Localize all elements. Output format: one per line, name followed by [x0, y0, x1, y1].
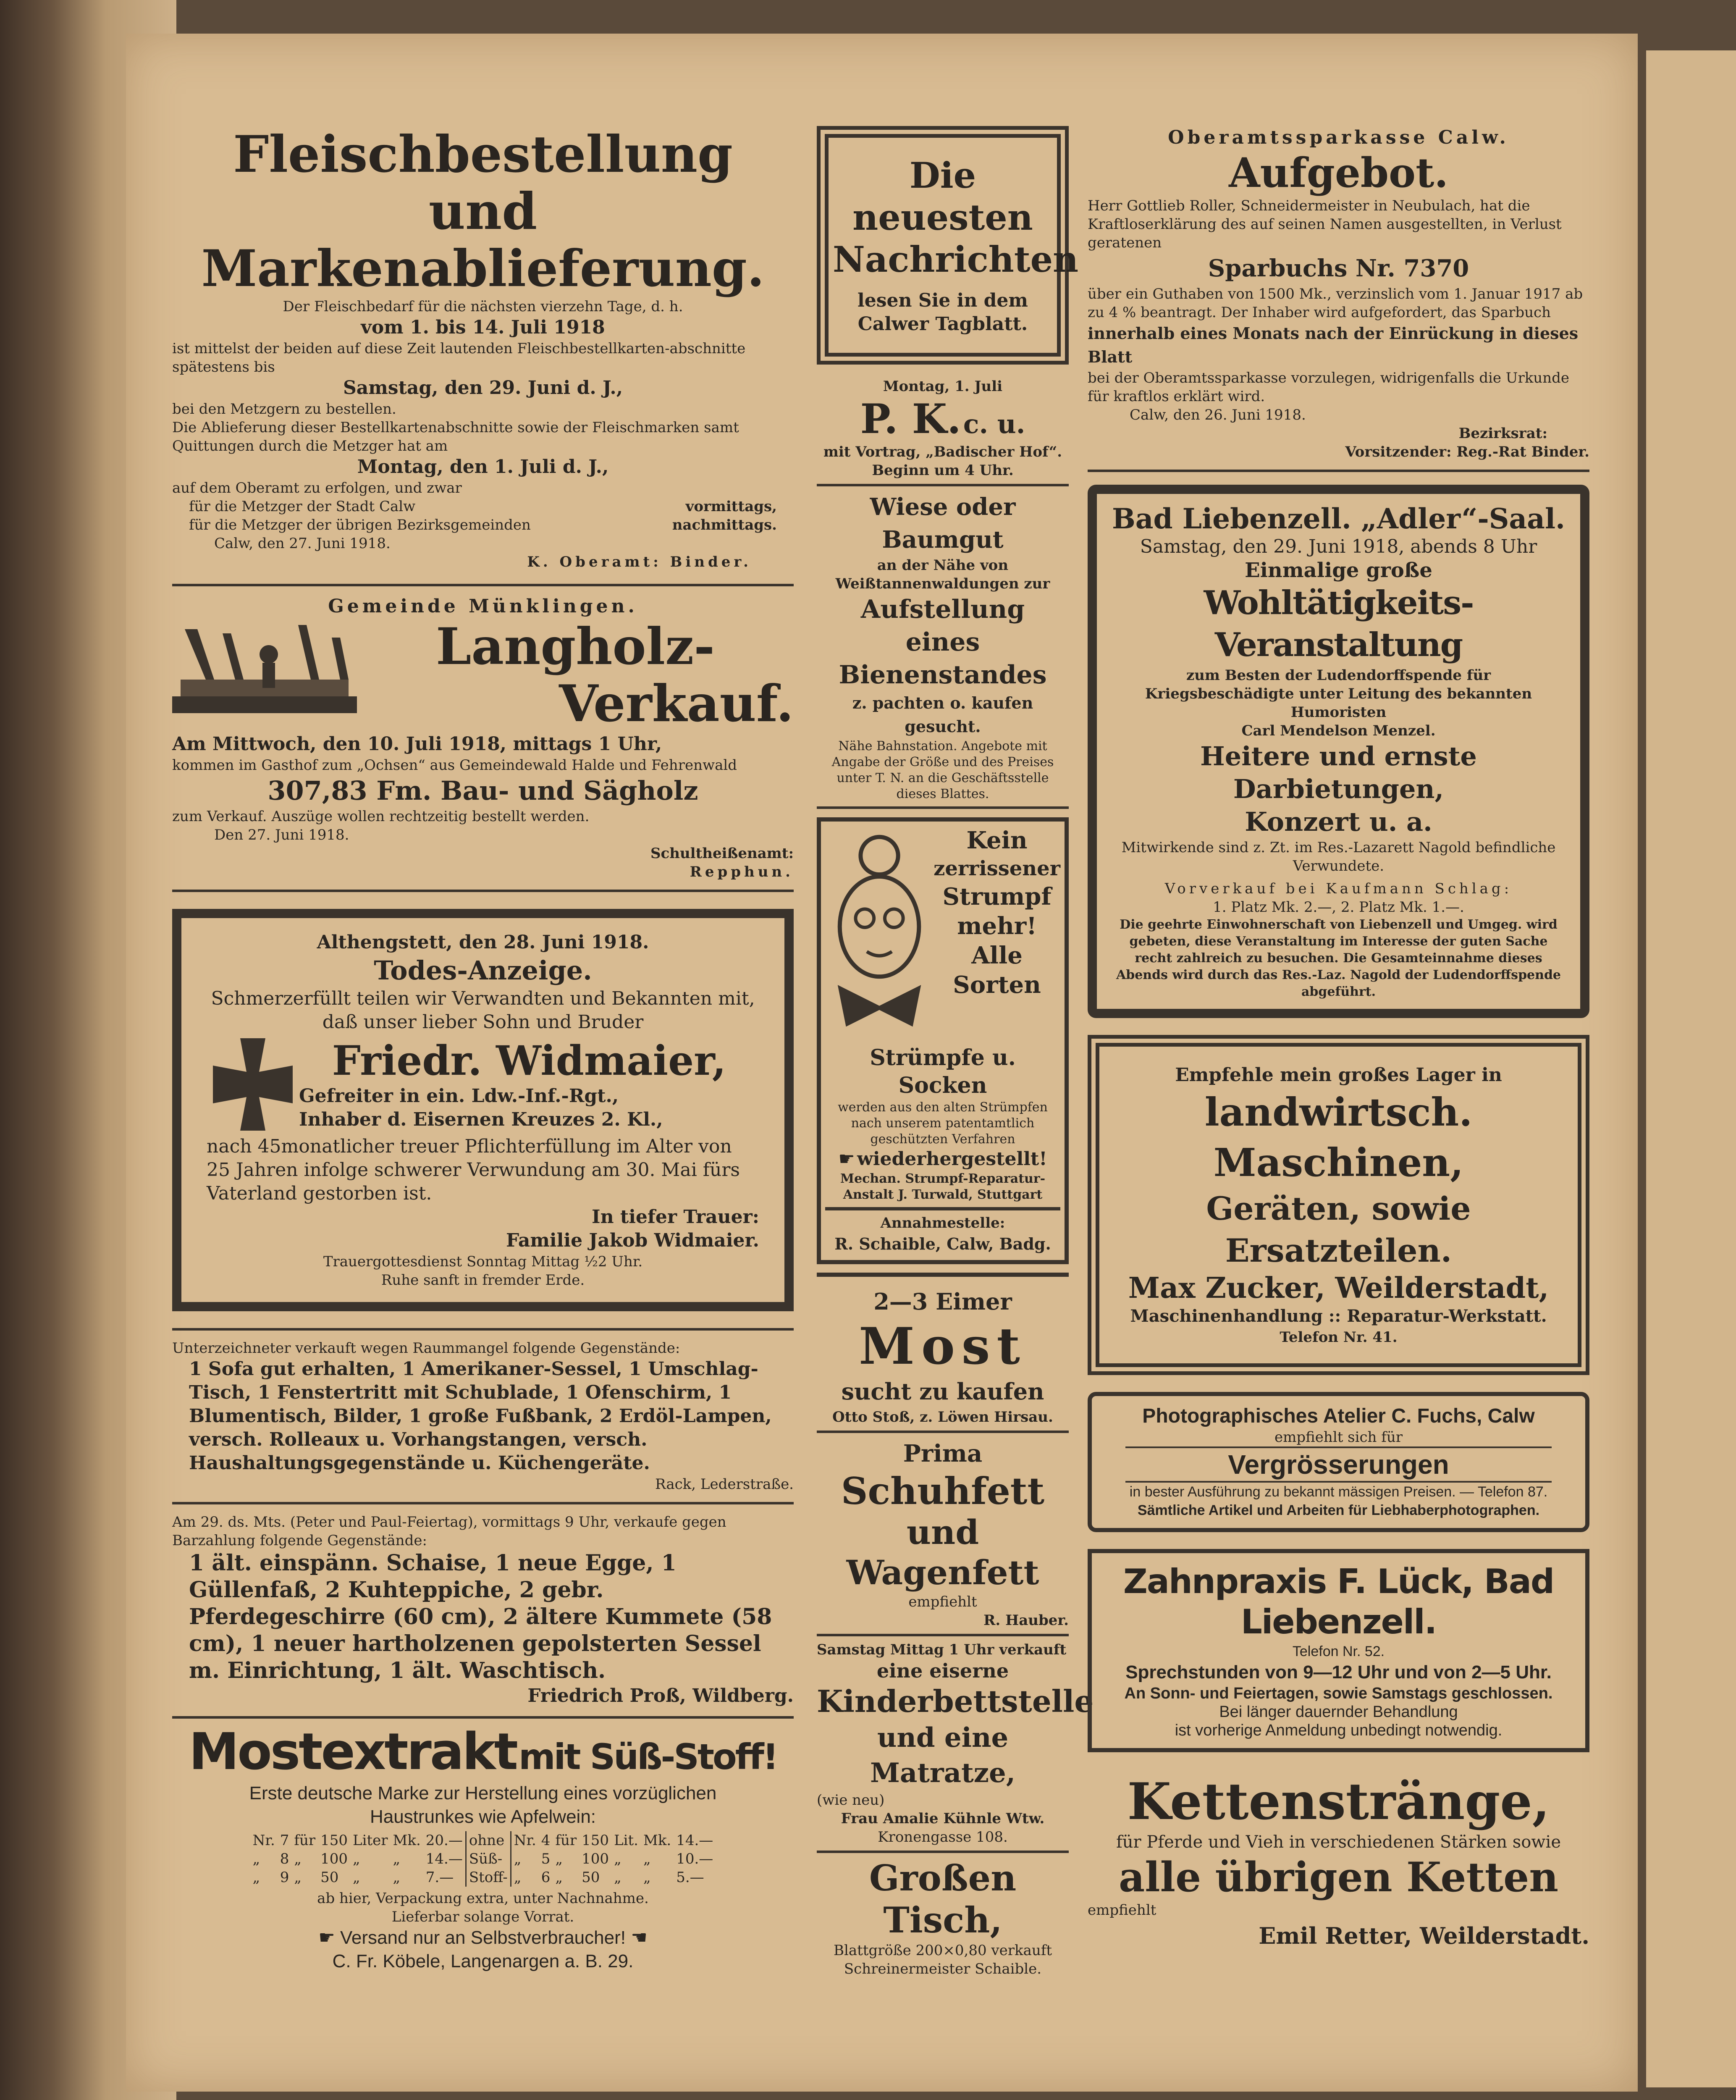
- ad-todesanzeige: [172, 909, 794, 1311]
- ad-title: Geräten, sowie Ersatzteilen.: [1206, 1190, 1471, 1269]
- ad-title: alle übrigen Ketten: [1119, 1853, 1558, 1901]
- ad-signature: Emil Retter, Weilderstadt.: [1259, 1922, 1589, 1949]
- ad-text: ist vorherige Anmeldung unbedingt notwendig.: [1175, 1722, 1503, 1739]
- ad-text: zum Besten der Ludendorffspende für Kriegsbeschädigte unter Leitung des bekannten Humoristen: [1145, 667, 1532, 721]
- ad-date: vom 1. bis 14. Juli 1918: [361, 317, 605, 338]
- price-cell: 50: [320, 1869, 339, 1886]
- ad-text: Beginn um 4 Uhr.: [872, 462, 1014, 479]
- ad-text: Carl Mendelson Menzel.: [1241, 722, 1436, 739]
- ad-text: Prima: [903, 1440, 983, 1467]
- ad-neueste-nachrichten: [817, 126, 1079, 365]
- ad-text: 1 Sofa gut erhalten, 1 Amerikaner-Sessel, 1 Umschlag-Tisch, 1 Fenstertritt mit Schublade, 1 Ofenschirm, 1 Blumentisch, Bilder, 1 große Fußbank, 2 Erdöl-Lampen, versch. Rolleaux u. Vorhangstangen, versch. Haushaltungsgegenstände u. Küchengeräte.: [189, 1358, 772, 1474]
- ad-title: mit Süß-Stoff!: [519, 1736, 777, 1777]
- price-row: [250, 1831, 716, 1850]
- price-cell: 50: [582, 1869, 600, 1886]
- ad-title: Kettenstränge,: [1127, 1772, 1550, 1831]
- ad-text: Den 27. Juni 1918.: [214, 827, 349, 843]
- ad-text: Gefreiter in ein. Ldw.-Inf.-Rgt.,: [299, 1085, 619, 1107]
- ad-row: [172, 497, 794, 516]
- ad-text: R. Schaible, Calw, Badg.: [834, 1234, 1051, 1253]
- ad-text: An Sonn- und Feiertagen, sowie Samstags geschlossen.: [1124, 1685, 1553, 1702]
- ad-title: Aufgebot.: [1229, 149, 1448, 197]
- ad-signature: Schultheißenamt:: [650, 845, 794, 862]
- ad-title: Todes-Anzeige.: [374, 955, 592, 986]
- price-cell: 5: [541, 1851, 551, 1867]
- ad-text: Annahmestelle:: [880, 1215, 1005, 1231]
- ad-title: Fleischbestellung: [233, 125, 733, 184]
- ad-text: Trauergottesdienst Sonntag Mittag ½2 Uhr.: [323, 1253, 643, 1270]
- ad-place-date: Althengstett, den 28. Juni 1918.: [317, 932, 649, 953]
- ad-highlight: Sparbuchs Nr. 7370: [1208, 255, 1469, 282]
- ad-mostextrakt: [172, 1719, 794, 1973]
- ad-adler-saal: [1088, 485, 1589, 1018]
- pointing-hand-icon: ☚: [631, 1927, 648, 1948]
- ad-title: Wiese oder Baumgut: [870, 493, 1016, 554]
- ad-title: Zahnpraxis F. Lück, Bad Liebenzell.: [1123, 1562, 1554, 1641]
- ad-signature: Rack, Lederstraße.: [655, 1476, 794, 1493]
- ad-signature: R. Hauber.: [983, 1612, 1069, 1629]
- ad-text: nach 45monatlicher treuer Pflichterfüllung im Alter von 25 Jahren infolge schwerer Verwundung am 30. Mai fürs Vaterland gestorben ist.: [207, 1136, 740, 1204]
- price-cell: 14.—: [676, 1832, 713, 1849]
- ad-title: Nachrichten: [833, 239, 1079, 280]
- ad-text: für die Metzger der Stadt Calw: [189, 498, 416, 515]
- ad-title: Schuhfett: [841, 1469, 1045, 1513]
- ad-text: Kronengasse 108.: [878, 1829, 1008, 1845]
- ad-title: Kinderbettstelle: [817, 1683, 1094, 1719]
- ad-text: vormittags,: [685, 498, 777, 515]
- ad-title: Strümpfe u. Socken: [870, 1045, 1016, 1098]
- ad-text: Nähe Bahnstation. Angebote mit Angabe der Größe und des Preises unter T. N. an die Geschäftsstelle dieses Blattes.: [831, 739, 1054, 801]
- ad-signature: Bezirksrat:: [1458, 425, 1547, 442]
- ad-text: Maschinenhandlung :: Reparatur-Werkstatt.: [1130, 1306, 1547, 1326]
- ad-text: nachmittags.: [672, 517, 777, 533]
- ad-title-row: [825, 826, 1060, 1044]
- ad-title: mehr!: [957, 912, 1037, 940]
- ad-text: für Pferde und Vieh in verschiedenen Stärken sowie: [1116, 1832, 1561, 1852]
- ad-title: zerrissener: [934, 857, 1060, 880]
- facing-page-edge: [1646, 50, 1736, 2087]
- ad-title: Verkauf.: [559, 674, 794, 733]
- ad-text: zum Verkauf. Auszüge wollen rechtzeitig bestellt werden.: [172, 808, 590, 825]
- ad-title: Aufstellung: [860, 595, 1025, 624]
- ad-fleischbestellung: [172, 92, 794, 586]
- ad-title: Die neuesten: [852, 155, 1033, 238]
- ad-text: Schmerzerfüllt teilen wir Verwandten und Bekannten mit, daß unser lieber Sohn und Bruder: [211, 988, 755, 1033]
- pointing-hand-icon: ☛: [838, 1148, 855, 1170]
- ad-text: Lieferbar solange Vorrat.: [391, 1908, 574, 1925]
- ad-text: wiederhergestellt!: [857, 1148, 1047, 1170]
- deceased-name: Friedr. Widmaier,: [332, 1037, 726, 1084]
- price-cell: 100: [320, 1851, 348, 1867]
- price-cell: „: [555, 1869, 563, 1886]
- ad-title: Photographisches Atelier C. Fuchs, Calw: [1142, 1405, 1535, 1427]
- ad-text: (wie neu): [817, 1792, 885, 1809]
- ad-text: Herr Gottlieb Roller, Schneidermeister in Neubulach, hat die Kraftloserklärung des auf seinen Namen ausgestellten, in Verlust geratenen: [1088, 197, 1562, 251]
- price-cell: „: [614, 1869, 621, 1886]
- ad-row: [172, 1926, 794, 1950]
- ad-text: Familie Jakob Widmaier.: [506, 1230, 759, 1251]
- ad-text: 1 ält. einspänn. Schaise, 1 neue Egge, 1 Güllenfaß, 2 Kuhteppiche, 2 gebr. Pferdegeschirre (60 cm), 2 ältere Kummete (58 cm), 1 neuer hartholzenen gepolsterten Sessel m. Einrichtung, 1 ält. Waschtisch.: [189, 1550, 772, 1683]
- ad-text: Mitwirkende sind z. Zt. im Res.-Lazarett Nagold befindliche Verwundete.: [1121, 839, 1556, 874]
- ad-annahmestelle: [825, 1207, 1060, 1256]
- price-cell: für: [555, 1832, 577, 1849]
- ad-text: innerhalb eines Monats nach der Einrückung in dieses Blatt: [1088, 324, 1579, 366]
- iron-cross-icon: [207, 1034, 299, 1135]
- ad-text: Am 29. ds. Mts. (Peter und Paul-Feiertag), vormittags 9 Uhr, verkaufe gegen Barzahlung folgende Gegenstände:: [172, 1514, 726, 1549]
- ad-name-row: [207, 1034, 759, 1135]
- ad-signature: Friedrich Proß, Wildberg.: [527, 1685, 794, 1706]
- ad-title: Alle: [971, 942, 1023, 969]
- ad-aufgebot: [1088, 122, 1589, 472]
- price-cell: Liter: [353, 1832, 388, 1849]
- price-cell: 4: [541, 1832, 551, 1849]
- ad-text: Sprechstunden von 9—12 Uhr und von 2—5 Uhr.: [1125, 1662, 1552, 1683]
- price-cell: „: [252, 1869, 260, 1886]
- ad-signature: Vorsitzender: Reg.-Rat Binder.: [1345, 444, 1589, 460]
- ad-text: Inhaber d. Eisernen Kreuzes 2. Kl.,: [299, 1109, 663, 1130]
- price-cell: Nr.: [252, 1832, 275, 1849]
- ad-title: c. u.: [963, 409, 1025, 439]
- price-cell: „: [614, 1851, 621, 1867]
- price-cell: „: [643, 1869, 651, 1886]
- ad-kettenstraenge: [1088, 1765, 1589, 1952]
- ad-text: empfiehlt: [1088, 1902, 1156, 1919]
- ad-text: z. pachten o. kaufen gesucht.: [852, 693, 1033, 736]
- price-cell: Mk.: [643, 1832, 671, 1849]
- price-cell: 6: [541, 1869, 551, 1886]
- ad-signature: K. Oberamt: Binder.: [527, 554, 752, 570]
- ad-title: Konzert u. a.: [1245, 806, 1432, 837]
- ad-text: Versand nur an Selbstverbraucher!: [340, 1927, 626, 1948]
- ad-title: Most: [859, 1317, 1027, 1376]
- ad-row: [825, 1147, 1060, 1171]
- ad-title-row: [172, 1723, 794, 1782]
- ad-text: Erste deutsche Marke zur Herstellung eines vorzüglichen Haustrunkes wie Apfelwein:: [249, 1783, 717, 1827]
- ad-text: Die Ablieferung dieser Bestellkartenabschnitte sowie der Fleischmarken samt Quittungen durch die Metzger hat am: [172, 419, 739, 454]
- price-cell: Lit.: [614, 1832, 638, 1849]
- ad-text: eine eiserne: [876, 1659, 1009, 1682]
- ad-signature: C. Fr. Köbele, Langenargen a. B. 29.: [332, 1951, 634, 1971]
- ad-text: empfiehlt: [908, 1593, 977, 1610]
- ad-wiese: [817, 486, 1069, 809]
- price-cell: Nr.: [514, 1832, 536, 1849]
- ad-pross-verkauf: [172, 1504, 794, 1719]
- ad-title: Sorten: [953, 971, 1041, 999]
- ad-text: Montag, 1. Juli: [883, 378, 1003, 395]
- ad-text: sucht zu kaufen: [841, 1378, 1044, 1405]
- ad-title: Strumpf: [942, 883, 1052, 911]
- price-cell: Süß-: [466, 1850, 511, 1868]
- ad-heading: Oberamtssparkasse Calw.: [1168, 127, 1509, 148]
- ad-title: Großen Tisch,: [869, 1857, 1017, 1941]
- column-middle: [817, 126, 1094, 1978]
- ad-schuhfett: [817, 1433, 1069, 1636]
- price-row: [250, 1850, 716, 1868]
- ad-title: und Markenablieferung.: [201, 182, 765, 298]
- ad-text: über ein Guthaben von 1500 Mk., verzinslich vom 1. Januar 1917 ab zu 4 % beantragt. Der Inhaber wird aufgefordert, das Sparbuch: [1088, 286, 1583, 321]
- old-woman-face-illustration-icon: [825, 826, 934, 1044]
- ad-heading: Gemeinde Münklingen.: [328, 596, 638, 617]
- price-cell: für: [294, 1832, 316, 1849]
- ad-text: bei der Oberamtssparkasse vorzulegen, widrigenfalls die Urkunde für kraftlos erklärt wird.: [1088, 370, 1569, 405]
- price-table: [250, 1831, 716, 1887]
- ad-date: Samstag, den 29. Juni d. J.,: [343, 377, 623, 399]
- ad-title: Mostextrakt: [189, 1723, 517, 1781]
- ad-title: Heitere und ernste Darbietungen,: [1200, 741, 1477, 804]
- ad-title: Wohltätigkeits-Veranstaltung: [1204, 584, 1474, 664]
- ad-text: 1. Platz Mk. 2.—, 2. Platz Mk. 1.—.: [1213, 899, 1464, 916]
- price-cell: ohne: [466, 1831, 511, 1850]
- ad-text: empfiehlt sich für: [1274, 1429, 1403, 1446]
- ad-text: Empfehle mein großes Lager in: [1175, 1064, 1502, 1086]
- ad-text: ist mittelst der beiden auf diese Zeit lautenden Fleischbestellkarten-abschnitte spätestens bis: [172, 340, 746, 375]
- ad-title: Max Zucker, Weilderstadt,: [1128, 1271, 1549, 1305]
- price-cell: „: [643, 1851, 651, 1867]
- ad-title: Langholz-: [435, 617, 715, 676]
- ad-highlight: 307,83 Fm. Bau- und Sägholz: [267, 775, 698, 806]
- ad-signature: Schreinermeister Schaible.: [844, 1961, 1042, 1977]
- price-cell: „: [252, 1851, 260, 1867]
- lumberjack-illustration-icon: [172, 621, 357, 730]
- ad-text: ab hier, Verpackung extra, unter Nachnahme.: [317, 1890, 649, 1907]
- ad-text: lesen Sie in dem: [858, 290, 1028, 311]
- ad-title: eines Bienenstandes: [839, 627, 1047, 690]
- ad-text: Vorverkauf bei Kaufmann Schlag:: [1164, 880, 1513, 897]
- price-row: [250, 1868, 716, 1887]
- price-cell: 5.—: [676, 1869, 704, 1886]
- price-cell: 8: [280, 1851, 289, 1867]
- ad-text: kommen im Gasthof zum „Ochsen“ aus Gemeindewald Halde und Fehrenwald: [172, 757, 737, 774]
- price-cell: „: [393, 1851, 401, 1867]
- ad-title: und Wagenfett: [846, 1512, 1039, 1592]
- ad-text: werden aus den alten Strümpfen nach unserem patentamtlich geschützten Verfahren: [838, 1100, 1048, 1147]
- ad-text: Calw, den 26. Juni 1918.: [1130, 407, 1306, 423]
- price-cell: 150: [320, 1832, 348, 1849]
- price-cell: „: [393, 1869, 401, 1886]
- price-cell: 100: [582, 1851, 609, 1867]
- price-cell: 14.—: [425, 1851, 463, 1867]
- ad-langholz-verkauf: [172, 586, 794, 892]
- ad-max-zucker: [1088, 1035, 1589, 1375]
- ad-kinderbettstelle: [817, 1636, 1094, 1853]
- ad-text: Calw, den 27. Juni 1918.: [214, 535, 391, 552]
- ad-date: Montag, den 1. Juli d. J.,: [357, 456, 609, 478]
- ad-most-gesucht: [817, 1273, 1069, 1433]
- ad-text: Samstag, den 29. Juni 1918, abends 8 Uhr: [1140, 536, 1537, 557]
- ad-text: Telefon Nr. 52.: [1292, 1643, 1385, 1659]
- ad-rack-verkauf: [172, 1331, 794, 1504]
- ad-fuchs-atelier: [1088, 1392, 1589, 1532]
- ad-text: Calwer Tagblatt.: [858, 313, 1028, 335]
- ad-strumpf-reparatur: [817, 817, 1069, 1264]
- ad-title-row: [817, 396, 1069, 443]
- price-cell: 7.—: [425, 1869, 454, 1886]
- column-left: [172, 92, 794, 1973]
- price-cell: „: [555, 1851, 563, 1867]
- price-cell: „: [514, 1851, 522, 1867]
- pointing-hand-icon: ☛: [318, 1927, 335, 1948]
- ad-text: Die geehrte Einwohnerschaft von Liebenzell und Umgeg. wird gebeten, diese Veranstaltung im Interesse der guten Sache recht zahlreich zu besuchen. Die Gesamteinnahme dieses Abends wird durch das Res.-Laz. Nagold der Ludendorffspende abgeführt.: [1116, 917, 1561, 999]
- ad-grosser-tisch: [817, 1853, 1069, 1978]
- ad-text: Ruhe sanft in fremder Erde.: [381, 1272, 585, 1289]
- ad-text: bei den Metzgern zu bestellen.: [172, 401, 396, 417]
- ad-signature: Repphun.: [690, 864, 794, 880]
- price-cell: Mk.: [393, 1832, 421, 1849]
- ad-text: Unterzeichneter verkauft wegen Raummangel folgende Gegenstände:: [172, 1340, 680, 1357]
- ad-text: Sämtliche Artikel und Arbeiten für Liebhaberphotographen.: [1137, 1502, 1540, 1518]
- ad-title: P. K.: [860, 395, 961, 443]
- price-cell: 9: [280, 1869, 289, 1886]
- price-cell: „: [353, 1851, 360, 1867]
- ad-row: [172, 516, 794, 534]
- ad-title: und eine Matratze,: [870, 1722, 1015, 1789]
- price-cell: „: [294, 1851, 302, 1867]
- ad-title: landwirtsch. Maschinen,: [1204, 1089, 1473, 1185]
- price-cell: 20.—: [425, 1832, 463, 1849]
- ad-text: an der Nähe von Weißtannenwaldungen zur: [835, 557, 1050, 592]
- ad-text: Telefon Nr. 41.: [1280, 1329, 1398, 1346]
- price-cell: 7: [280, 1832, 289, 1849]
- ad-title: Vergrösserungen: [1125, 1446, 1552, 1483]
- ad-text: für die Metzger der übrigen Bezirksgemeinden: [189, 517, 531, 533]
- ad-text: In tiefer Trauer:: [592, 1206, 759, 1228]
- ad-text: Mechan. Strumpf-Reparatur-Anstalt J. Turwald, Stuttgart: [840, 1171, 1046, 1202]
- ad-text: in bester Ausführung zu bekannt mässigen Preisen. — Telefon 87.: [1129, 1484, 1548, 1500]
- ad-pk: [817, 373, 1069, 486]
- price-cell: 10.—: [676, 1851, 713, 1867]
- ad-todesanzeige-wrapper: [172, 892, 794, 1331]
- ad-zahnpraxis-lueck: [1088, 1549, 1589, 1752]
- ad-signature: Frau Amalie Kühnle Wtw.: [841, 1810, 1045, 1827]
- ad-text: Der Fleischbedarf für die nächsten vierzehn Tage, d. h.: [283, 298, 683, 315]
- price-cell: „: [294, 1869, 302, 1886]
- price-cell: „: [353, 1869, 360, 1886]
- ad-title: Kein: [966, 827, 1028, 854]
- ad-title-row: [172, 618, 794, 732]
- ad-title: Bad Liebenzell. „Adler“-Saal.: [1112, 502, 1565, 535]
- ad-text: mit Vortrag, „Badischer Hof“.: [823, 444, 1062, 460]
- ad-text: auf dem Oberamt zu erfolgen, und zwar: [172, 480, 462, 496]
- ad-text: Bei länger dauernder Behandlung: [1219, 1703, 1458, 1721]
- ad-text: Einmalige große: [1245, 559, 1432, 582]
- ad-text: Am Mittwoch, den 10. Juli 1918, mittags 1 Uhr,: [172, 733, 662, 755]
- ad-signature: Otto Stoß, z. Löwen Hirsau.: [832, 1409, 1053, 1425]
- ad-text: 2—3 Eimer: [873, 1288, 1012, 1315]
- price-cell: Stoff-: [466, 1868, 511, 1887]
- price-cell: „: [514, 1869, 522, 1886]
- ad-text: Blattgröße 200×0,80 verkauft: [833, 1942, 1052, 1959]
- column-right: [1088, 122, 1589, 1952]
- price-cell: 150: [582, 1832, 609, 1849]
- ad-text: Samstag Mittag 1 Uhr verkauft: [817, 1641, 1067, 1658]
